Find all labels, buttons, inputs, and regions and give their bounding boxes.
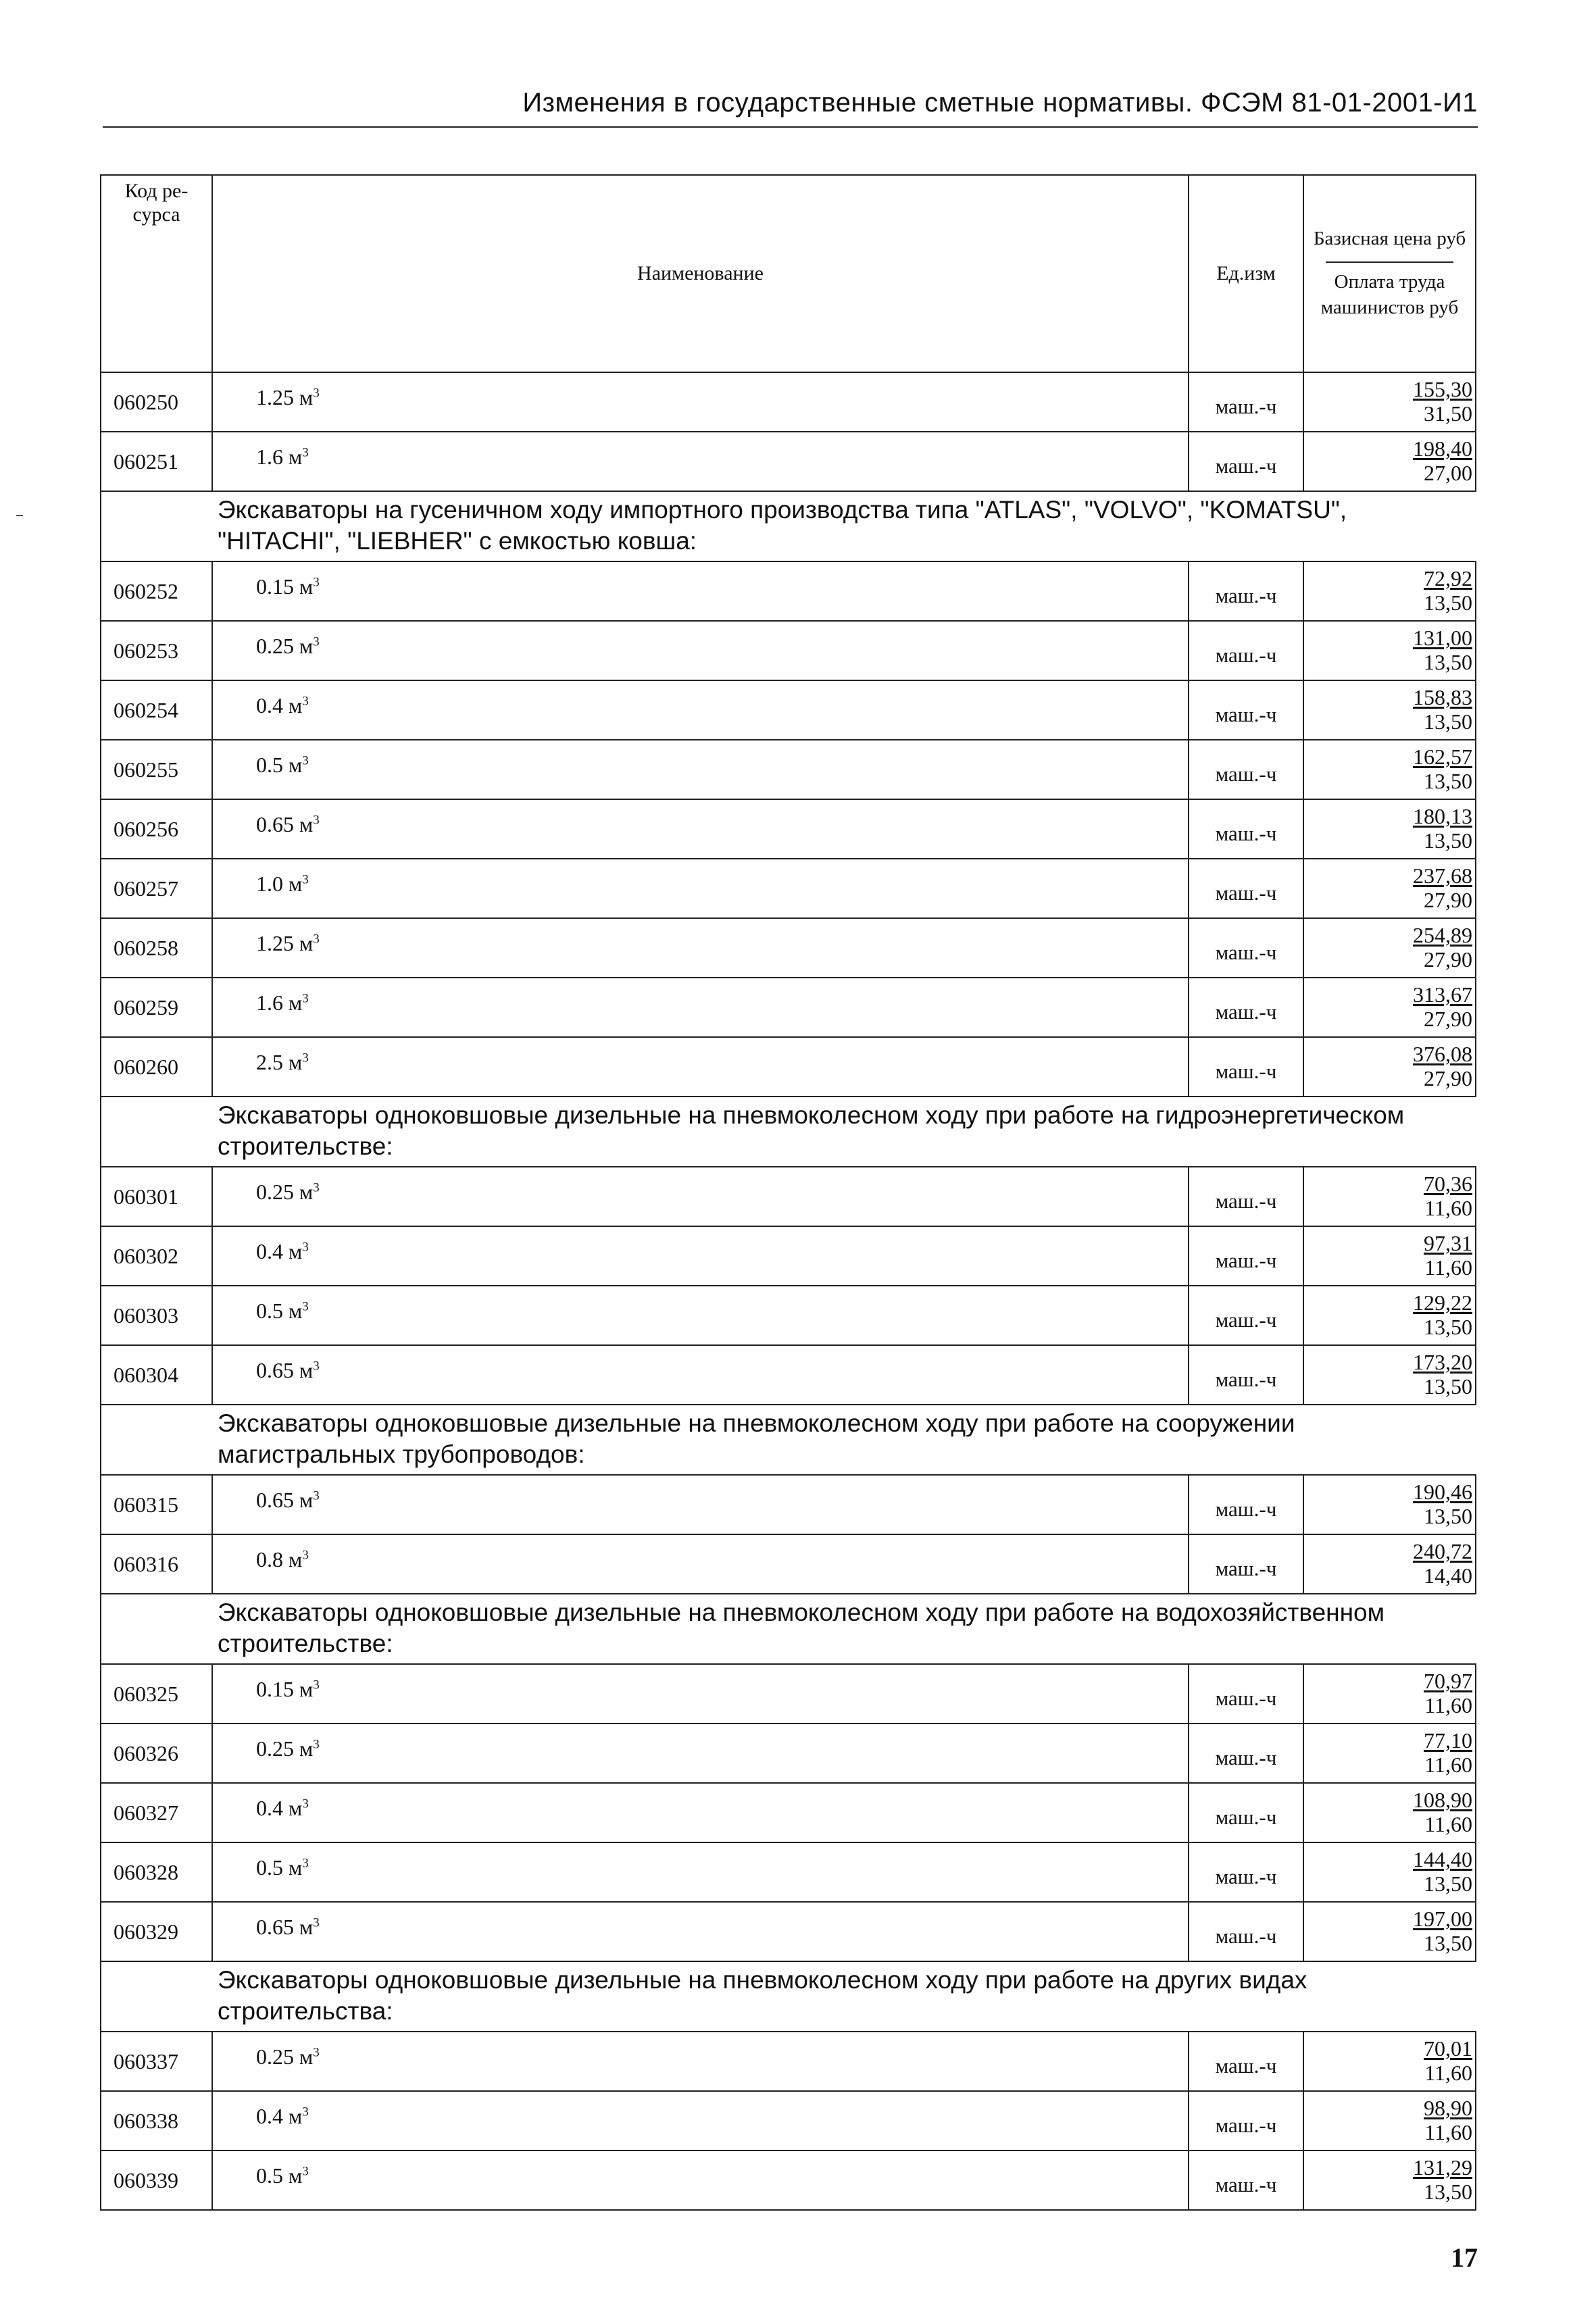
cubic-superscript: 3 bbox=[313, 932, 320, 947]
table-row bbox=[101, 1534, 1476, 1594]
resource-name bbox=[212, 1345, 1189, 1405]
resource-name bbox=[212, 740, 1189, 799]
resource-name-text: 2.5 м bbox=[256, 1050, 303, 1074]
resource-code: 060303 bbox=[101, 1286, 212, 1345]
unit-of-measure: маш.-ч bbox=[1189, 680, 1303, 740]
unit-of-measure: маш.-ч bbox=[1189, 918, 1303, 978]
base-price: 131,29 bbox=[1413, 2155, 1472, 2180]
resource-name bbox=[212, 1167, 1189, 1226]
base-price: 197,00 bbox=[1413, 1907, 1472, 1932]
price-cell bbox=[1303, 1037, 1476, 1097]
column-header-name: Наименование bbox=[212, 175, 1189, 372]
group-heading-row bbox=[101, 491, 1476, 561]
cubic-superscript: 3 bbox=[313, 634, 320, 649]
group-heading-spacer bbox=[101, 1097, 212, 1167]
price-cell bbox=[1303, 1664, 1476, 1724]
table-row bbox=[101, 2032, 1476, 2091]
cubic-superscript: 3 bbox=[313, 2045, 320, 2060]
operator-labor-cost: 11,60 bbox=[1424, 1196, 1472, 1220]
cubic-superscript: 3 bbox=[313, 1180, 320, 1195]
operator-labor-cost: 27,90 bbox=[1424, 1007, 1472, 1031]
cubic-superscript: 3 bbox=[302, 694, 309, 709]
operator-labor-cost: 27,90 bbox=[1424, 947, 1472, 972]
operator-labor-cost: 13,50 bbox=[1424, 2180, 1472, 2204]
table-row bbox=[101, 859, 1476, 918]
base-price: 313,67 bbox=[1413, 982, 1472, 1007]
operator-labor-cost: 13,50 bbox=[1424, 1871, 1472, 1896]
unit-of-measure: маш.-ч bbox=[1189, 1534, 1303, 1594]
group-heading-spacer bbox=[101, 1405, 212, 1475]
operator-labor-cost: 14,40 bbox=[1424, 1563, 1472, 1588]
price-cell bbox=[1303, 859, 1476, 918]
column-header-code: Код ре-сурса bbox=[101, 175, 212, 372]
resource-code: 060250 bbox=[101, 372, 212, 432]
resource-code: 060301 bbox=[101, 1167, 212, 1226]
price-cell bbox=[1303, 799, 1476, 859]
unit-of-measure: маш.-ч bbox=[1189, 740, 1303, 799]
resource-name-text: 0.15 м bbox=[256, 1677, 314, 1701]
operator-labor-cost: 13,50 bbox=[1424, 590, 1472, 615]
resource-code: 060260 bbox=[101, 1037, 212, 1097]
table-row bbox=[101, 1345, 1476, 1405]
resource-name-text: 0.25 м bbox=[256, 2044, 314, 2069]
table-row bbox=[101, 1475, 1476, 1534]
column-header-price bbox=[1303, 175, 1476, 372]
cubic-superscript: 3 bbox=[313, 1915, 320, 1930]
base-price: 77,10 bbox=[1424, 1728, 1472, 1753]
cubic-superscript: 3 bbox=[302, 1856, 309, 1871]
cubic-superscript: 3 bbox=[302, 445, 309, 460]
resource-code: 060337 bbox=[101, 2032, 212, 2091]
operator-labor-cost: 13,50 bbox=[1424, 1374, 1472, 1399]
group-heading-spacer bbox=[101, 1961, 212, 2032]
resource-name-text: 0.25 м bbox=[256, 1180, 314, 1204]
unit-of-measure: маш.-ч bbox=[1189, 432, 1303, 491]
cubic-superscript: 3 bbox=[302, 1548, 309, 1563]
resource-name-text: 0.4 м bbox=[256, 1239, 303, 1263]
table-row bbox=[101, 1902, 1476, 1961]
table-row bbox=[101, 680, 1476, 740]
resource-code: 060316 bbox=[101, 1534, 212, 1594]
resource-code: 060304 bbox=[101, 1345, 212, 1405]
base-price: 144,40 bbox=[1413, 1847, 1472, 1872]
unit-of-measure: маш.-ч bbox=[1189, 1842, 1303, 1902]
base-price: 198,40 bbox=[1413, 436, 1472, 461]
unit-of-measure: маш.-ч bbox=[1189, 561, 1303, 621]
column-header-labor-cost: Оплата труда машинистов руб bbox=[1320, 271, 1459, 318]
unit-of-measure: маш.-ч bbox=[1189, 1037, 1303, 1097]
operator-labor-cost: 11,60 bbox=[1424, 1812, 1472, 1836]
operator-labor-cost: 11,60 bbox=[1424, 1255, 1472, 1280]
price-cell bbox=[1303, 1724, 1476, 1783]
resource-name bbox=[212, 1724, 1189, 1783]
base-price: 97,31 bbox=[1424, 1231, 1472, 1256]
resource-name-text: 0.5 м bbox=[256, 1855, 303, 1880]
base-price: 237,68 bbox=[1413, 863, 1472, 888]
resource-code: 060325 bbox=[101, 1664, 212, 1724]
operator-labor-cost: 11,60 bbox=[1424, 2061, 1472, 2085]
price-cell bbox=[1303, 1534, 1476, 1594]
group-heading-text: Экскаваторы одноковшовые дизельные на пневмоколесном ходу при работе на сооружении магистральных трубопроводов: bbox=[212, 1405, 1476, 1475]
table-row bbox=[101, 432, 1476, 491]
resource-name-text: 0.4 м bbox=[256, 2104, 303, 2128]
resource-name-text: 0.65 м bbox=[256, 1488, 314, 1512]
resource-code: 060255 bbox=[101, 740, 212, 799]
table-row bbox=[101, 978, 1476, 1037]
unit-of-measure: маш.-ч bbox=[1189, 1783, 1303, 1842]
resource-code: 060253 bbox=[101, 621, 212, 680]
unit-of-measure: маш.-ч bbox=[1189, 1902, 1303, 1961]
resource-name bbox=[212, 372, 1189, 432]
resource-code: 060252 bbox=[101, 561, 212, 621]
table-header-row bbox=[101, 175, 1476, 372]
price-cell bbox=[1303, 561, 1476, 621]
base-price: 70,01 bbox=[1424, 2036, 1472, 2061]
operator-labor-cost: 13,50 bbox=[1424, 650, 1472, 674]
resource-code: 060327 bbox=[101, 1783, 212, 1842]
table-row bbox=[101, 372, 1476, 432]
cubic-superscript: 3 bbox=[302, 1240, 309, 1255]
resource-name bbox=[212, 1534, 1189, 1594]
unit-of-measure: маш.-ч bbox=[1189, 1167, 1303, 1226]
base-price: 72,92 bbox=[1424, 566, 1472, 591]
group-heading-spacer bbox=[101, 1594, 212, 1664]
resource-code: 060251 bbox=[101, 432, 212, 491]
unit-of-measure: маш.-ч bbox=[1189, 1226, 1303, 1286]
table-row bbox=[101, 1167, 1476, 1226]
price-cell bbox=[1303, 372, 1476, 432]
resource-name-text: 1.25 м bbox=[256, 385, 314, 409]
table-row bbox=[101, 1286, 1476, 1345]
base-price: 108,90 bbox=[1413, 1788, 1472, 1813]
group-heading-row bbox=[101, 1594, 1476, 1664]
resource-name-text: 1.0 м bbox=[256, 872, 303, 896]
resource-name bbox=[212, 621, 1189, 680]
unit-of-measure: маш.-ч bbox=[1189, 1345, 1303, 1405]
base-price: 158,83 bbox=[1413, 685, 1472, 710]
base-price: 254,89 bbox=[1413, 923, 1472, 948]
base-price: 190,46 bbox=[1413, 1480, 1472, 1505]
resource-name bbox=[212, 1902, 1189, 1961]
cubic-superscript: 3 bbox=[313, 386, 320, 401]
resource-code: 060302 bbox=[101, 1226, 212, 1286]
unit-of-measure: маш.-ч bbox=[1189, 978, 1303, 1037]
unit-of-measure: маш.-ч bbox=[1189, 1475, 1303, 1534]
resource-code: 060338 bbox=[101, 2091, 212, 2150]
cubic-superscript: 3 bbox=[313, 1488, 320, 1503]
resource-code: 060315 bbox=[101, 1475, 212, 1534]
cubic-superscript: 3 bbox=[313, 1678, 320, 1692]
price-cell bbox=[1303, 2032, 1476, 2091]
resource-name-text: 0.65 м bbox=[256, 1358, 314, 1382]
price-cell bbox=[1303, 1286, 1476, 1345]
operator-labor-cost: 13,50 bbox=[1424, 1315, 1472, 1339]
price-cell bbox=[1303, 1842, 1476, 1902]
operator-labor-cost: 31,50 bbox=[1424, 401, 1472, 426]
column-header-base-price: Базисная цена руб bbox=[1313, 228, 1466, 250]
resource-name bbox=[212, 1226, 1189, 1286]
resource-name bbox=[212, 680, 1189, 740]
resource-name bbox=[212, 432, 1189, 491]
group-heading-text: Экскаваторы одноковшовые дизельные на пневмоколесном ходу при работе на гидроэнергетическом строительстве: bbox=[212, 1097, 1476, 1167]
base-price: 98,90 bbox=[1424, 2096, 1472, 2121]
base-price: 240,72 bbox=[1413, 1539, 1472, 1564]
price-cell bbox=[1303, 432, 1476, 491]
resource-code: 060254 bbox=[101, 680, 212, 740]
resource-code: 060339 bbox=[101, 2150, 212, 2210]
page-number: 17 bbox=[1451, 2242, 1478, 2273]
resource-name bbox=[212, 2091, 1189, 2150]
group-heading-text: Экскаваторы на гусеничном ходу импортного производства типа "ATLAS", "VOLVO", "KOMATSU", "HITACHI", "LIEBHER" с емкостью ковша: bbox=[212, 491, 1476, 561]
unit-of-measure: маш.-ч bbox=[1189, 2150, 1303, 2210]
price-cell bbox=[1303, 1226, 1476, 1286]
table-row bbox=[101, 799, 1476, 859]
unit-of-measure: маш.-ч bbox=[1189, 1664, 1303, 1724]
operator-labor-cost: 27,00 bbox=[1424, 461, 1472, 485]
base-price: 70,97 bbox=[1424, 1669, 1472, 1694]
resource-name-text: 0.4 м bbox=[256, 1796, 303, 1820]
base-price: 376,08 bbox=[1413, 1042, 1472, 1067]
table-body bbox=[101, 372, 1476, 2210]
resource-name-text: 0.5 м bbox=[256, 1299, 303, 1323]
table-row bbox=[101, 561, 1476, 621]
base-price: 173,20 bbox=[1413, 1350, 1472, 1375]
resource-name-text: 0.4 м bbox=[256, 693, 303, 718]
table-row bbox=[101, 621, 1476, 680]
resource-name-text: 0.5 м bbox=[256, 753, 303, 777]
operator-labor-cost: 13,50 bbox=[1424, 769, 1472, 793]
table-row bbox=[101, 1226, 1476, 1286]
resource-name bbox=[212, 1475, 1189, 1534]
resource-name bbox=[212, 978, 1189, 1037]
cubic-superscript: 3 bbox=[302, 2105, 309, 2119]
price-cell bbox=[1303, 1345, 1476, 1405]
document-header-title: Изменения в государственные сметные нормативы. ФСЭМ 81-01-2001-И1 bbox=[522, 88, 1478, 118]
resource-code: 060328 bbox=[101, 1842, 212, 1902]
price-table bbox=[100, 174, 1476, 2211]
table-row bbox=[101, 2150, 1476, 2210]
resource-code: 060329 bbox=[101, 1902, 212, 1961]
resource-name-text: 0.65 м bbox=[256, 812, 314, 836]
resource-code: 060326 bbox=[101, 1724, 212, 1783]
group-heading-row bbox=[101, 1405, 1476, 1475]
resource-code: 060257 bbox=[101, 859, 212, 918]
table-row bbox=[101, 2091, 1476, 2150]
resource-name-text: 0.5 м bbox=[256, 2163, 303, 2188]
resource-name-text: 1.6 м bbox=[256, 445, 303, 469]
unit-of-measure: маш.-ч bbox=[1189, 621, 1303, 680]
cubic-superscript: 3 bbox=[302, 991, 309, 1006]
group-heading-row bbox=[101, 1097, 1476, 1167]
operator-labor-cost: 27,90 bbox=[1424, 888, 1472, 912]
resource-name bbox=[212, 1286, 1189, 1345]
resource-name-text: 1.6 м bbox=[256, 990, 303, 1015]
resource-name bbox=[212, 1783, 1189, 1842]
cubic-superscript: 3 bbox=[302, 1796, 309, 1811]
base-price: 180,13 bbox=[1413, 804, 1472, 829]
column-header-unit: Ед.изм bbox=[1189, 175, 1303, 372]
price-cell bbox=[1303, 1475, 1476, 1534]
resource-code: 060256 bbox=[101, 799, 212, 859]
cubic-superscript: 3 bbox=[302, 1051, 309, 1065]
base-price: 70,36 bbox=[1424, 1172, 1472, 1197]
resource-name-text: 0.65 м bbox=[256, 1915, 314, 1939]
cubic-superscript: 3 bbox=[302, 1299, 309, 1314]
operator-labor-cost: 11,60 bbox=[1424, 1693, 1472, 1717]
header-divider bbox=[103, 126, 1478, 128]
unit-of-measure: маш.-ч bbox=[1189, 1286, 1303, 1345]
resource-name bbox=[212, 1664, 1189, 1724]
operator-labor-cost: 13,50 bbox=[1424, 1504, 1472, 1528]
price-cell bbox=[1303, 740, 1476, 799]
resource-name bbox=[212, 1842, 1189, 1902]
table-row bbox=[101, 1783, 1476, 1842]
resource-name bbox=[212, 859, 1189, 918]
table-row bbox=[101, 1037, 1476, 1097]
price-cell bbox=[1303, 978, 1476, 1037]
resource-name bbox=[212, 799, 1189, 859]
unit-of-measure: маш.-ч bbox=[1189, 859, 1303, 918]
table-row bbox=[101, 1842, 1476, 1902]
unit-of-measure: маш.-ч bbox=[1189, 2091, 1303, 2150]
base-price: 131,00 bbox=[1413, 626, 1472, 651]
column-header-separator bbox=[1326, 261, 1454, 263]
operator-labor-cost: 27,90 bbox=[1424, 1066, 1472, 1090]
operator-labor-cost: 11,60 bbox=[1424, 1753, 1472, 1777]
unit-of-measure: маш.-ч bbox=[1189, 799, 1303, 859]
price-cell bbox=[1303, 1902, 1476, 1961]
price-cell bbox=[1303, 2150, 1476, 2210]
price-cell bbox=[1303, 1167, 1476, 1226]
cubic-superscript: 3 bbox=[302, 2164, 309, 2179]
cubic-superscript: 3 bbox=[313, 575, 320, 590]
group-heading-spacer bbox=[101, 491, 212, 561]
base-price: 155,30 bbox=[1413, 377, 1472, 402]
resource-name-text: 0.15 м bbox=[256, 574, 314, 599]
resource-name-text: 1.25 м bbox=[256, 931, 314, 955]
price-cell bbox=[1303, 1783, 1476, 1842]
group-heading-row bbox=[101, 1961, 1476, 2032]
cubic-superscript: 3 bbox=[302, 872, 309, 887]
operator-labor-cost: 13,50 bbox=[1424, 828, 1472, 853]
scan-artifact bbox=[16, 515, 23, 516]
resource-name-text: 0.25 м bbox=[256, 634, 314, 658]
table-row bbox=[101, 1664, 1476, 1724]
table-row bbox=[101, 740, 1476, 799]
cubic-superscript: 3 bbox=[313, 1737, 320, 1752]
resource-name bbox=[212, 561, 1189, 621]
operator-labor-cost: 13,50 bbox=[1424, 1931, 1472, 1955]
resource-name bbox=[212, 2150, 1189, 2210]
operator-labor-cost: 13,50 bbox=[1424, 709, 1472, 734]
unit-of-measure: маш.-ч bbox=[1189, 1724, 1303, 1783]
resource-code: 060258 bbox=[101, 918, 212, 978]
group-heading-text: Экскаваторы одноковшовые дизельные на пневмоколесном ходу при работе на водохозяйственном строительстве: bbox=[212, 1594, 1476, 1664]
resource-name-text: 0.25 м bbox=[256, 1736, 314, 1761]
price-cell bbox=[1303, 621, 1476, 680]
resource-name-text: 0.8 м bbox=[256, 1547, 303, 1571]
resource-name bbox=[212, 918, 1189, 978]
base-price: 162,57 bbox=[1413, 745, 1472, 770]
base-price: 129,22 bbox=[1413, 1290, 1472, 1315]
table-row bbox=[101, 1724, 1476, 1783]
price-cell bbox=[1303, 2091, 1476, 2150]
resource-name bbox=[212, 1037, 1189, 1097]
operator-labor-cost: 11,60 bbox=[1424, 2120, 1472, 2144]
cubic-superscript: 3 bbox=[313, 813, 320, 828]
unit-of-measure: маш.-ч bbox=[1189, 372, 1303, 432]
price-cell bbox=[1303, 680, 1476, 740]
unit-of-measure: маш.-ч bbox=[1189, 2032, 1303, 2091]
group-heading-text: Экскаваторы одноковшовые дизельные на пневмоколесном ходу при работе на других видах строительства: bbox=[212, 1961, 1476, 2032]
resource-code: 060259 bbox=[101, 978, 212, 1037]
table-row bbox=[101, 918, 1476, 978]
cubic-superscript: 3 bbox=[313, 1359, 320, 1374]
resource-name bbox=[212, 2032, 1189, 2091]
price-cell bbox=[1303, 918, 1476, 978]
cubic-superscript: 3 bbox=[302, 753, 309, 768]
